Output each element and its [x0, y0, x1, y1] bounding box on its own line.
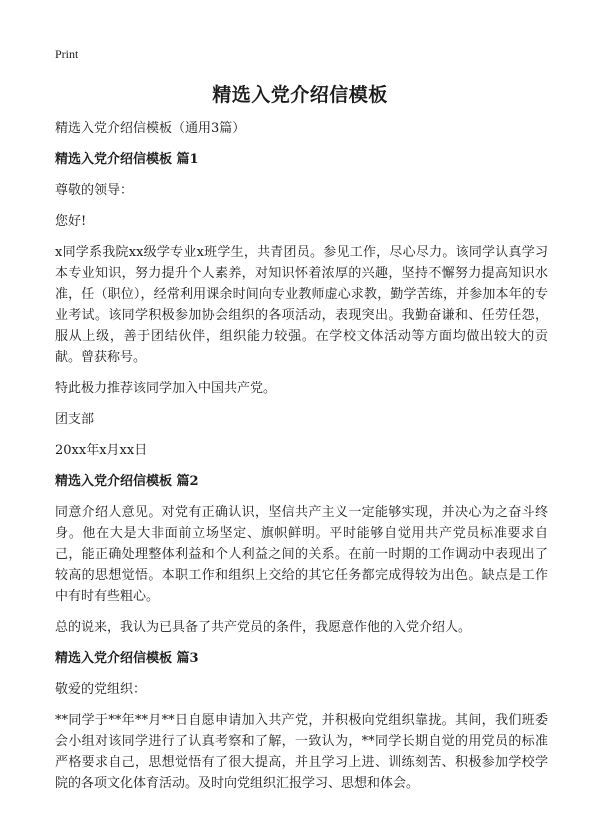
body-paragraph: x同学系我院xx级学专业x班学生，共青团员。参见工作，尽心尽力。该同学认真学习本专业知识，努力提升个人素养，对知识怀着浓厚的兴趣，坚持不懈努力提高知识水准，任（职位），经常利用课余时间向专业教师虚心求教，勤学苦练，并参加本年的专业考试。该同学积极参加协会组织的各项活动，表现突出。我勤奋谦和、任劳任怨，服从上级，善于团结伙伴，组织能力较强。在学校文体活动等方面均做出较大的贡献。曾获称号。: [55, 245, 548, 365]
body-paragraph: **同学于**年**月**日自愿申请加入共产党，并积极向党组织靠拢。其间，我们班委会小组对该同学进行了认真考察和了解，一致认为，**同学长期自觉的用党员的标准严格要求自己，思想觉悟有了很大提高，并且学习上进、训练刻苦、积极参加学校学院的各项文化体育活动。及时向党组织汇报学习、思想和体会。: [55, 713, 548, 791]
greeting: 您好!: [55, 214, 87, 229]
section-heading: 精选入党介绍信模板 篇2: [55, 474, 199, 489]
document-body: [55, 118, 548, 804]
body-paragraph: 总的说来，我认为已具备了共产党员的条件，我愿意作他的入党介绍人。: [55, 620, 472, 635]
section-heading: 精选入党介绍信模板 篇1: [55, 152, 199, 167]
signature-org: 团支部: [55, 412, 95, 427]
salutation: 尊敬的领导：: [55, 183, 134, 198]
intro-line: 精选入党介绍信模板（通用3篇）: [55, 121, 246, 136]
body-paragraph: 特此极力推荐该同学加入中国共产党。: [55, 381, 277, 396]
print-link[interactable]: Print: [55, 47, 79, 61]
signature-date: 20xx年x月xx日: [55, 443, 148, 458]
salutation: 敬爱的党组织：: [55, 682, 147, 697]
section-heading: 精选入党介绍信模板 篇3: [55, 651, 199, 666]
page-title: 精选入党介绍信模板: [212, 84, 388, 106]
body-paragraph: 同意介绍人意见。对党有正确认识，坚信共产主义一定能够实现，并决心为之奋斗终身。他在大是大非面前立场坚定、旗帜鲜明。平时能够自觉用共产党员标准要求自己，能正确处理整体利益和个人利益之间的关系。在前一时期的工作调动中表现出了较高的思想觉悟。本职工作和组织上交给的其它任务都完成得较为出色。缺点是工作中有时有些粗心。: [55, 505, 548, 604]
